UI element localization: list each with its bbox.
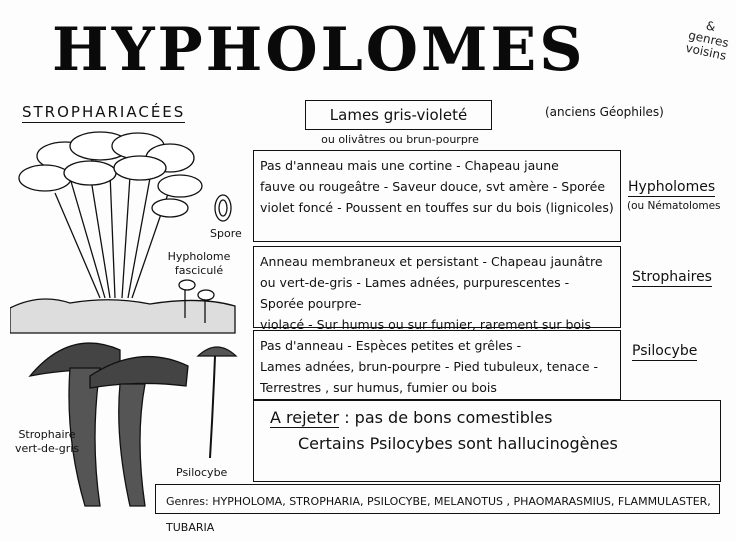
reject-box — [253, 400, 721, 482]
genus-strophaires: Strophaires — [632, 269, 712, 285]
desc-line: fauve ou rougeâtre - Saveur douce, svt amère - Sporée — [260, 179, 606, 194]
psilocybe-label: Psilocybe — [176, 466, 228, 479]
desc-line: Pas d'anneau mais une cortine - Chapeau jaune — [260, 158, 559, 173]
desc-line: Anneau membraneux et persistant - Chapeau jaunâtre — [260, 254, 603, 269]
desc-line: ou vert-de-gris - Lames adnées, purpurescentes - Sporée pourpre- — [260, 275, 570, 311]
lames-alt: ou olivâtres ou brun-pourpre — [321, 133, 479, 146]
section-title: STROPHARIACÉES — [22, 103, 186, 121]
reject-text: : pas de bons comestibles — [344, 408, 553, 427]
lames-box — [305, 100, 492, 130]
desc-line: Lames adnées, brun-pourpre - Pied tubuleux, tenace - — [260, 359, 599, 374]
desc-line: violet foncé - Poussent en touffes sur du bois (lignicoles) — [260, 200, 614, 215]
desc-line: Pas d'anneau - Espèces petites et grêles - — [260, 338, 522, 353]
genres-box — [155, 484, 720, 534]
hypholome-label: Hypholome fasciculé — [167, 250, 231, 277]
spore-label: Spore — [210, 227, 242, 240]
anciens-note: (anciens Géophiles) — [545, 105, 664, 119]
genus-hypholomes-alt: (ou Nématolomes — [627, 200, 721, 212]
strophaires-box — [253, 246, 621, 332]
genus-psilocybe: Psilocybe — [632, 343, 698, 359]
mushroom-illustration — [10, 118, 250, 518]
reject-line2: Certains Psilocybes sont hallucinogènes — [298, 434, 618, 453]
page-title: HYPHOLOMES — [52, 15, 586, 85]
psilocybe-box — [253, 330, 621, 400]
corner-tag: & genres voisins — [684, 18, 731, 63]
hypholomes-box — [253, 150, 621, 242]
desc-line: Terrestres , sur humus, fumier ou bois — [260, 380, 497, 395]
strophaire-label: Strophaire vert-de-gris — [14, 428, 80, 455]
genres-text: Genres: HYPHOLOMA, STROPHARIA, PSILOCYBE, MELANOTUS , PHAOMARASMIUS, FLAMMULASTER, TUBARIA — [166, 495, 711, 534]
reject-heading: A rejeter — [270, 408, 340, 427]
lames-label: Lames gris-violeté — [329, 106, 468, 124]
genus-hypholomes: Hypholomes — [628, 179, 716, 195]
desc-line: violacé - Sur humus ou sur fumier, rarement sur bois — [260, 317, 592, 332]
